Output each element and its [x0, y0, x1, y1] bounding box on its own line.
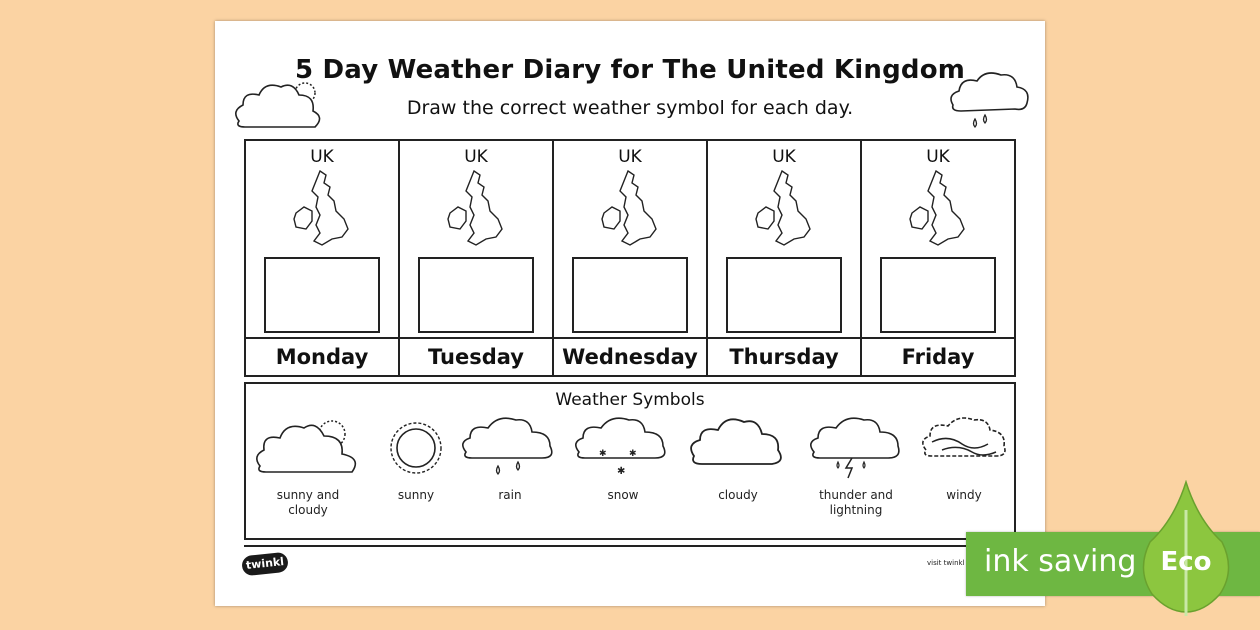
- uk-map-icon: [754, 167, 814, 253]
- day-name-label: Thursday: [708, 337, 860, 375]
- symbol-label: thunder and: [819, 488, 893, 502]
- symbol-cloudy: [686, 414, 790, 503]
- snow-cloud-icon: [571, 414, 675, 480]
- day-region-label: UK: [310, 147, 334, 167]
- symbol-label: lightning: [829, 503, 883, 517]
- weather-symbols-heading: Weather Symbols: [555, 390, 705, 410]
- symbol-label: sunny: [397, 488, 435, 502]
- symbol-sunny-and-cloudy: [250, 414, 366, 518]
- sunny-cloudy-icon: [252, 414, 364, 480]
- day-name-label: Friday: [862, 337, 1014, 375]
- day-name-label: Wednesday: [554, 337, 706, 375]
- day-region-label: UK: [618, 147, 642, 167]
- page-subtitle: Draw the correct weather symbol for each day.: [406, 97, 854, 119]
- page-title: 5 Day Weather Diary for The United Kingdom: [294, 55, 966, 85]
- day-column-friday: [862, 141, 1014, 375]
- uk-map-icon: [292, 167, 352, 253]
- day-grid: [244, 139, 1016, 377]
- day-column-monday: [246, 141, 400, 375]
- symbol-thunder-and-lightning: [802, 414, 910, 518]
- footer-divider: [244, 545, 1016, 547]
- uk-map-icon: [600, 167, 660, 253]
- ink-saving-label: ink saving: [984, 544, 1137, 579]
- day-column-tuesday: [400, 141, 554, 375]
- weather-symbols-panel: [244, 382, 1016, 540]
- day-region-label: UK: [464, 147, 488, 167]
- twinkl-logo: twinkl: [241, 552, 289, 577]
- eco-leaf-icon: [1136, 480, 1236, 620]
- symbol-label: snow: [607, 488, 639, 502]
- rain-cloud-icon: [458, 414, 562, 480]
- symbol-label: cloudy: [718, 488, 758, 502]
- symbol-snow: [570, 414, 676, 503]
- uk-map-icon: [446, 167, 506, 253]
- cloud-icon: [686, 414, 790, 480]
- eco-leaf-label: Eco: [1160, 547, 1212, 577]
- uk-map-icon: [908, 167, 968, 253]
- svg-text:✱: ✱: [599, 449, 607, 459]
- day-column-wednesday: [554, 141, 708, 375]
- drawing-box[interactable]: [726, 257, 842, 333]
- thunder-cloud-icon: [806, 414, 906, 480]
- symbol-windy: [916, 414, 1012, 503]
- drawing-box[interactable]: [880, 257, 996, 333]
- sun-icon: [383, 414, 449, 480]
- day-region-label: UK: [926, 147, 950, 167]
- symbol-rain: [458, 414, 562, 503]
- symbol-label: sunny and: [276, 488, 340, 502]
- svg-text:✱: ✱: [617, 466, 626, 477]
- day-column-thursday: [708, 141, 862, 375]
- symbol-sunny: [378, 414, 454, 503]
- drawing-box[interactable]: [572, 257, 688, 333]
- symbol-label: windy: [946, 488, 982, 502]
- drawing-box[interactable]: [418, 257, 534, 333]
- day-region-label: UK: [772, 147, 796, 167]
- symbol-label: rain: [498, 488, 522, 502]
- day-name-label: Monday: [246, 337, 398, 375]
- wind-cloud-icon: [918, 414, 1010, 480]
- footer-link-text[interactable]: visit twinkl: [927, 559, 965, 567]
- symbol-label: cloudy: [288, 503, 328, 517]
- svg-text:✱: ✱: [629, 449, 637, 459]
- day-name-label: Tuesday: [400, 337, 552, 375]
- worksheet-page: [215, 21, 1045, 606]
- drawing-box[interactable]: [264, 257, 380, 333]
